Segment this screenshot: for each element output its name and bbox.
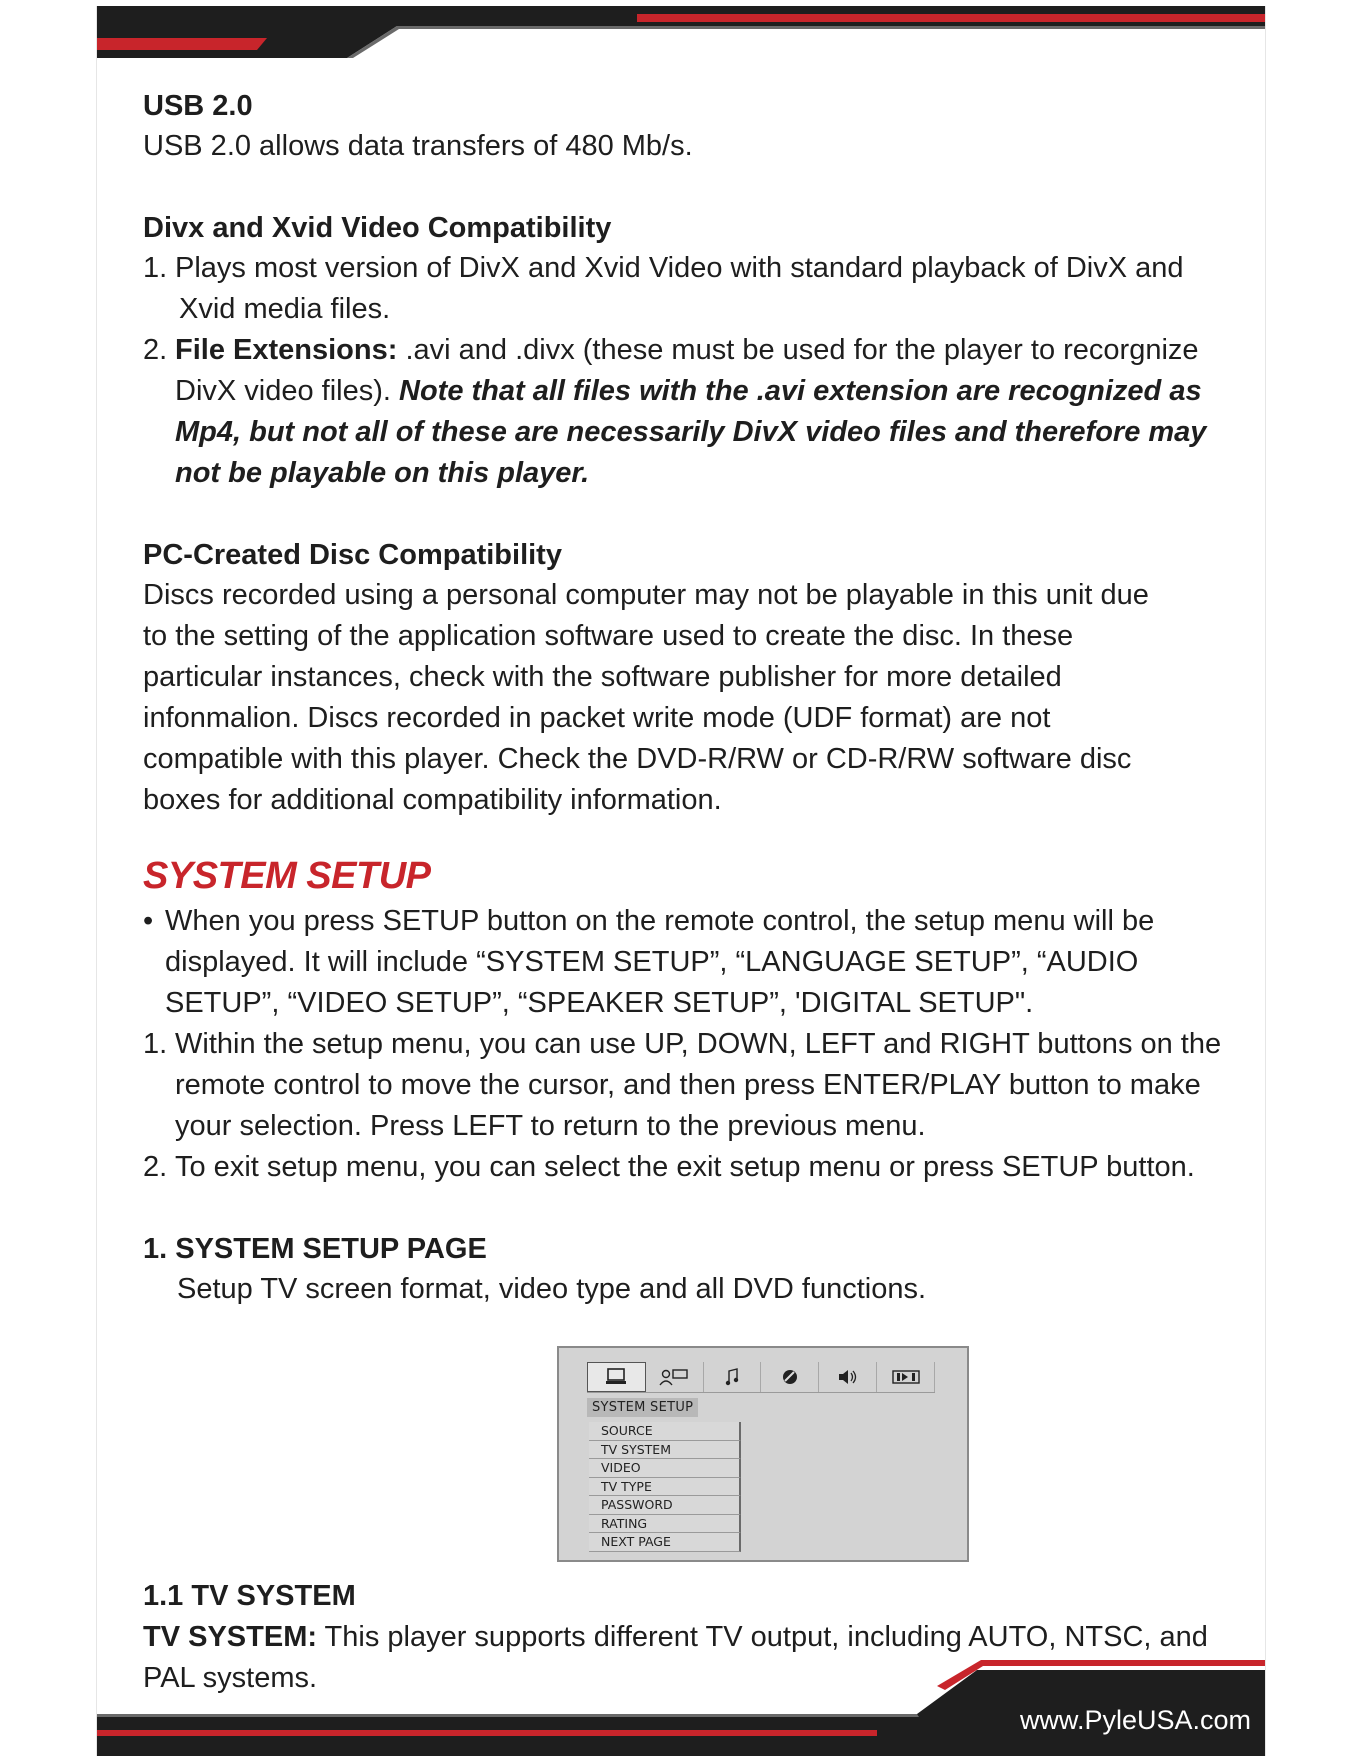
system-setup-page-heading: 1. SYSTEM SETUP PAGE	[143, 1233, 487, 1265]
osd-menu-item-password[interactable]: PASSWORD	[589, 1496, 741, 1515]
page-number: 19	[1284, 1700, 1319, 1735]
monitor-icon	[587, 1362, 646, 1392]
divx-item1-line1: Plays most version of DivX and Xvid Video with standard playback of DivX and	[175, 252, 1184, 284]
osd-menu-item-tv-system[interactable]: TV SYSTEM	[589, 1441, 741, 1460]
manual-page	[96, 6, 1266, 1756]
tv-system-heading: 1.1 TV SYSTEM	[143, 1580, 356, 1612]
osd-menu-title: SYSTEM SETUP	[587, 1398, 698, 1417]
system-setup-title: SYSTEM SETUP	[143, 855, 431, 897]
osd-menu-item-video[interactable]: VIDEO	[589, 1459, 741, 1478]
pc-line: to the setting of the application software used to create the disc. In these	[143, 620, 1074, 652]
disc-icon	[761, 1362, 819, 1392]
osd-menu-item-tv-type[interactable]: TV TYPE	[589, 1478, 741, 1497]
pc-heading: PC-Created Disc Compatibility	[143, 539, 562, 571]
footer-url: www.PyleUSA.com	[1019, 1705, 1251, 1735]
list-item	[143, 330, 1223, 494]
tv-system-text: This player supports different TV output, including AUTO, NTSC, and PAL systems.	[143, 1621, 1208, 1694]
system-setup-page-text: Setup TV screen format, video type and all DVD functions.	[177, 1273, 927, 1305]
pc-line: compatible with this player. Check the DVD-R/RW or CD-R/RW software disc	[143, 743, 1132, 775]
file-extensions-text: .avi and .divx (these must be used for the player to recorgnize DivX video files).	[175, 334, 1199, 407]
list-item	[143, 248, 1223, 330]
setup-step1-text: Within the setup menu, you can use UP, DOWN, LEFT and RIGHT buttons on the remote control to move the cursor, and then press ENTER/PLAY button to make your selection. Press LEFT to return to the previous menu.	[175, 1028, 1222, 1142]
osd-menu-item-next-page[interactable]: NEXT PAGE	[589, 1533, 741, 1552]
page-content	[143, 86, 1223, 1310]
people-icon	[646, 1362, 704, 1392]
setup-tabs	[587, 1362, 935, 1393]
speaker-icon	[819, 1362, 877, 1392]
bullet-mark: •	[143, 905, 154, 937]
usb-text: USB 2.0 allows data transfers of 480 Mb/s.	[143, 130, 693, 162]
divx-heading: Divx and Xvid Video Compatibility	[143, 212, 612, 244]
tv-system-label: TV SYSTEM:	[143, 1621, 318, 1653]
system-setup-list	[143, 901, 1223, 1024]
list-number: 2.	[143, 1151, 168, 1183]
list-number: 1.	[143, 252, 168, 284]
list-number: 2.	[143, 334, 168, 366]
pc-line: particular instances, check with the software publisher for more detailed	[143, 661, 1062, 693]
setup-bullet-text: When you press SETUP button on the remote control, the setup menu will be displayed. It will include “SYSTEM SETUP”, “LANGUAGE SETUP”, “AUDIO SETUP”, “VIDEO SETUP”, “SPEAKER SETUP”, 'DIGITAL SETUP".	[165, 905, 1155, 1019]
divx-item1-line2: Xvid media files.	[179, 293, 391, 325]
system-setup-steps	[143, 1024, 1223, 1188]
usb-heading: USB 2.0	[143, 90, 253, 122]
pc-line: infonmalion. Discs recorded in packet write mode (UDF format) are not	[143, 702, 1051, 734]
setup-step2-text: To exit setup menu, you can select the exit setup menu or press SETUP button.	[175, 1151, 1195, 1183]
setup-menu-screenshot	[557, 1346, 969, 1562]
osd-menu-item-rating[interactable]: RATING	[589, 1515, 741, 1534]
list-item	[143, 1147, 1223, 1188]
osd-menu-item-source[interactable]: SOURCE	[589, 1422, 741, 1441]
film-icon	[877, 1362, 935, 1392]
pc-line: Discs recorded using a personal computer may not be playable in this unit due	[143, 579, 1149, 611]
file-extensions-label: File Extensions:	[175, 334, 398, 366]
music-note-icon	[704, 1362, 762, 1392]
list-item	[143, 901, 1223, 1024]
osd-menu-list	[589, 1422, 741, 1552]
header-band	[97, 6, 1265, 66]
divx-list	[143, 248, 1223, 494]
file-extensions-note: Note that all files with the .avi extension are recognized as Mp4, but not all of these are necessarily DivX video files and therefore may not be playable on this player.	[175, 375, 1207, 489]
list-item	[143, 1024, 1223, 1147]
list-number: 1.	[143, 1028, 168, 1060]
pc-line: boxes for additional compatibility information.	[143, 784, 722, 816]
